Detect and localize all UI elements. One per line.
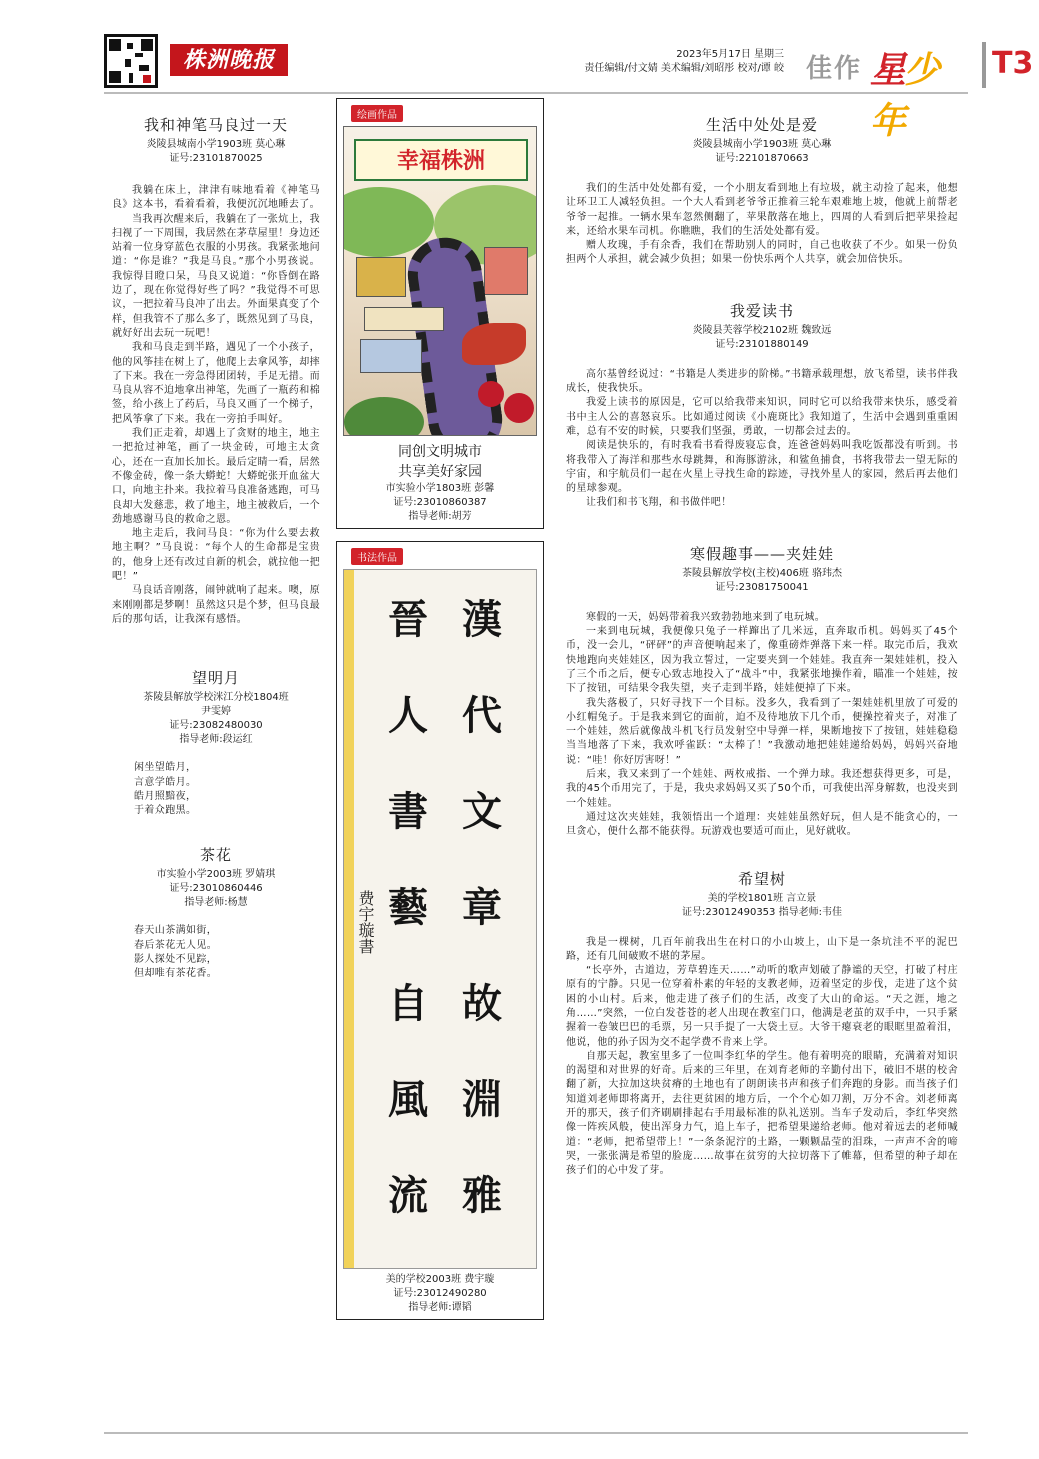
qr-code[interactable] <box>104 34 158 88</box>
article-paragraph: 阅读是快乐的，有时我看书看得废寝忘食，连爸爸妈妈叫我吃饭都没有听到。书将我带入了海洋和那些水母跳舞，和海豚游泳，和鲨鱼捕食，书将我带去一望无际的宇宙，和宇航员们一起在火星上寻找生命的踪迹，寻找外星人的家园，然后再去他们的星球参观。 <box>566 440 958 495</box>
article-title: 希望树 <box>737 869 786 888</box>
calligraphy-char: 自 <box>388 980 428 1027</box>
article-cert: 证号:23101870025 <box>169 153 263 164</box>
article-title: 寒假趣事——夹娃娃 <box>689 544 834 563</box>
calligraphy-char: 故 <box>462 980 502 1027</box>
right-column <box>566 114 958 1179</box>
article-title: 我和神笔马良过一天 <box>143 116 288 134</box>
calligraphy-author: 美的学校2003班 费宇璇 <box>385 1274 495 1285</box>
article-paragraph: 我躺在床上，津津有味地看着《神笔马良》这本书，看着看着，我便沉沉地睡去了。 <box>112 185 320 211</box>
poem-title: 望明月 <box>191 669 240 688</box>
left-column <box>112 114 320 982</box>
article-title: 生活中处处是爱 <box>705 116 818 134</box>
calligraphy-char: 流 <box>388 1172 428 1219</box>
calligraphy-char: 文 <box>462 788 502 835</box>
article-paragraph: 我和马良走到半路，遇见了一个小孩子，他的风筝挂在树上了，他爬上去拿风筝，却摔了下来。我在一旁急得团团转，手足无措。而马良从容不迫地拿出神笔，先画了一瓶药和棉签，给小孩上了药后，马良又画了一个梯子，把风筝拿了下来。我在一旁拍手叫好。 <box>112 342 320 425</box>
issue-date: 2023年5月17日 星期三 <box>676 49 784 60</box>
article-cert: 证号:22101870663 <box>715 153 809 164</box>
calligraphy-char: 淵 <box>462 1076 502 1123</box>
calligraphy-char: 風 <box>388 1076 428 1123</box>
calligraphy-char: 章 <box>462 884 502 931</box>
article-paragraph: 后来，我又来到了一个娃娃、两枚戒指、一个弹力球。我还想获得更多，可是，我的45个币用完了，于是，我央求妈妈又买了50个币，可我使出浑身解数，也没夹到一个娃娃。 <box>566 769 958 809</box>
painting-inner-title: 幸福株洲 <box>354 139 528 181</box>
poem-line: 言意学皓月。 <box>134 776 197 788</box>
calligraphy-cert: 证号:23012490280 <box>393 1288 487 1299</box>
article-paragraph: 地主走后，我问马良：“你为什么要去救地主啊？”马良说：“每个人的生命都是宝贵的，他身上还有改过自新的机会，就拉他一把吧！” <box>112 528 320 583</box>
calligraphy-tag: 书法作品 <box>351 548 403 565</box>
painting-caption-line1: 同创文明城市 <box>398 444 482 460</box>
calligraphy-char: 藝 <box>388 884 428 931</box>
top-rule <box>104 92 968 94</box>
painting-teacher: 指导老师:胡芳 <box>408 511 472 522</box>
painting-tag: 绘画作品 <box>351 105 403 122</box>
editors-line: 责任编辑/付文婧 美术编辑/刘昭彤 校对/谭 皎 <box>584 63 784 74</box>
article-paragraph: 赠人玫瑰，手有余香，我们在帮助别人的同时，自己也收获了不少。如果一份负担两个人承担，就会减少负担；如果一份快乐两个人共享，就会加倍快乐。 <box>566 240 958 266</box>
middle-column <box>336 98 544 1320</box>
poem-line: 春后茶花无人见。 <box>134 939 218 951</box>
calligraphy-char: 雅 <box>462 1172 502 1219</box>
painting-image[interactable] <box>343 126 537 436</box>
article-paragraph: 当我再次醒来后，我躺在了一张炕上，我扫视了一下周围，我居然在茅草屋里！身边还站着一位身穿蓝色衣服的小男孩。我紧张地问道：“你是谁？”我是马良。”那个小男孩说。我惊得目瞪口呆，马良又说道：“你昏倒在路边了，现在你觉得好些了吗？”我觉得不可思议，一把拉着马良冲了出去。外面果真变了个样，但我管不了那么多了，既然见到了马良，就好好出去玩一玩吧！ <box>112 213 320 339</box>
brand-logo-star: 星 <box>870 49 905 91</box>
article-paragraph: 我失落极了，只好寻找下一个目标。没多久，我看到了一架娃娃机里放了可爱的小红帽兔子。于是我来到它的面前，迫不及待地放下几个币，便操控着夹子，对准了一个娃娃，然后就像战斗机飞行员发射空中导弹一样，果断地按下了按钮，娃娃稳稳当当地落了下来，我欢呼雀跃：“太棒了！”我激动地把娃娃递给妈妈，妈妈兴奋地说：“哇！你好厉害呀！” <box>566 697 958 766</box>
poem-camellia <box>112 844 320 981</box>
painting-cert: 证号:23010860387 <box>393 497 487 508</box>
article-paragraph: 我们的生活中处处都有爱，一个小朋友看到地上有垃圾，就主动捡了起来，他想让环卫工人减轻负担。一个大人看到老爷爷正推着三轮车艰难地上坡，他就上前帮老爷爷一起推。一辆水果车忽然侧翻了，苹果散落在地上，四周的人看到后把苹果捡起来，还给水果车司机。你瞧瞧，我们的生活处处都有爱。 <box>566 183 958 237</box>
poem-author-name: 尹雯婷 <box>201 706 231 718</box>
article-author: 美的学校1801班 言立景 <box>707 892 817 904</box>
poem-cert: 证号:23010860446 <box>169 883 263 895</box>
poem-line: 影人探处不见踪， <box>134 953 218 965</box>
poem-line: 春天山茶满如街， <box>134 925 218 937</box>
article-paragraph: 我爱上读书的原因是，它可以给我带来知识，同时它可以给我带来快乐，感受着书中主人公的喜怒哀乐。比如通过阅读《小鹿斑比》我知道了，生活中会遇到重重困难，总有不安的时候，只要我们坚强，勇敢，一切都会过去的。 <box>566 397 958 437</box>
poem-moon <box>112 667 320 818</box>
painting-author: 市实验小学1803班 彭馨 <box>385 483 495 494</box>
page-number: T3 <box>992 46 1034 81</box>
article-cert: 证号:23012490353 指导老师:韦佳 <box>682 906 842 918</box>
article-paragraph: 让我们和书飞翔，和书做伴吧！ <box>586 497 732 509</box>
calligraphy-teacher: 指导老师:谭韬 <box>408 1302 472 1313</box>
calligraphy-char: 漢 <box>462 596 502 643</box>
section-name: 佳作 <box>806 54 863 84</box>
poem-line: 闲坐望皓月， <box>134 762 197 774</box>
article-claw-machine <box>566 543 958 840</box>
brand-logo-youth: 少年 <box>870 49 939 142</box>
article-paragraph: 我是一棵树，几百年前我出生在村口的小山坡上，山下是一条坑洼不平的泥巴路，还有几间破败不堪的茅屋。 <box>566 936 958 962</box>
article-title: 我爱读书 <box>729 301 794 320</box>
article-love-everywhere <box>566 114 958 268</box>
poem-author: 茶陵县解放学校洣江分校1804班 <box>143 692 289 704</box>
calligraphy-char: 人 <box>388 692 428 739</box>
article-paragraph: 一来到电玩城，我便像只兔子一样蹿出了几米远，直奔取币机。妈妈买了45个币，没一会儿，“砰砰”的声音便响起来了，像重磅炸弹落下来一样。取完币后，我欢快地跑向夹娃娃区，因为我立誓过，一定要夹到一个娃娃。我直奔一架娃娃机，投入了三个币之后，便专心致志地投入了“战斗”中，我紧张地操作着，瞄准一个娃娃，按下了按钮，可结果令我失望，夹子走到半路，娃娃便掉了下来。 <box>566 626 958 695</box>
article-paragraph: 通过这次夹娃娃，我领悟出一个道理：夹娃娃虽然好玩，但人是不能贪心的，一旦贪心，便什么都不能获得。玩游戏也要适可而止，见好就收。 <box>566 811 958 838</box>
article-paragraph: 寒假的一天，妈妈带着我兴致勃勃地来到了电玩城。 <box>586 611 826 623</box>
article-author: 炎陵县城南小学1903班 莫心琳 <box>146 139 286 150</box>
article-i-love-reading <box>566 300 958 511</box>
poem-teacher: 指导老师:段运红 <box>179 734 253 746</box>
painting-frame <box>336 98 544 529</box>
poem-line: 但却唯有茶花香。 <box>134 968 218 980</box>
poem-line: 于着众跑黑。 <box>134 805 197 817</box>
article-paragraph: 自那天起，教室里多了一位叫李红华的学生。他有着明亮的眼睛，充满着对知识的渴望和对世界的好奇。后来的三年里，在刘育老师的辛勤付出下，破旧不堪的校舍翻了新，大拉加这块贫瘠的土地也有了朗朗读书声和孩子们奔跑的身影。而当孩子们知道刘老师即将离开，去往更贫困的地方后，一个个心如刀割，万分不舍。刘老师离开的那天，孩子们齐刷刷排起右手用最标准的队礼送别。当车子发动后，李红华突然像一阵疾风般，使出浑身力气，追上车子，把希望果递给老师。他对着远去的老师喊道：“老师，把希望带上！”一条条泥泞的土路，一颗颗晶莹的泪珠，一声声不舍的啼哭，一张张满是希望的脸庞……故事在贫穷的大拉切落下了帷幕，但希望的种子却在孩子们的心中发了芽。 <box>566 1050 958 1177</box>
poem-author: 市实验小学2003班 罗婧琪 <box>156 869 276 881</box>
calligraphy-frame <box>336 541 544 1320</box>
calligraphy-signature: 费宇璇書 <box>356 890 375 954</box>
calligraphy-image[interactable] <box>343 569 537 1269</box>
article-cert: 证号:23081750041 <box>715 581 809 593</box>
article-cert: 证号:23101880149 <box>715 338 809 350</box>
newspaper-masthead: 株洲晚报 <box>170 44 288 76</box>
calligraphy-char: 晉 <box>388 596 428 643</box>
article-paragraph: 我们正走着，却遇上了贪财的地主，地主一把抢过神笔，画了一块金砖，可地主太贪心，还在一直加长加长。最后定睛一看，居然不像金砖，像一条大蟒蛇！大蟒蛇张开血盆大口，向地主扑来。我拉着马良准备逃跑，可马良却大发慈悲，救了地主，地主被救后，一个劲地感谢马良的救命之恩。 <box>112 428 320 525</box>
article-author: 炎陵县城南小学1903班 莫心琳 <box>692 139 832 150</box>
poem-line: 皓月照黯夜， <box>134 790 197 802</box>
painting-caption-line2: 共享美好家园 <box>398 464 482 480</box>
poem-title: 茶花 <box>199 846 232 865</box>
article-hope-tree <box>566 868 958 1179</box>
article-paragraph: 马良话音刚落，闹钟就响了起来。噢，原来刚刚都是梦啊！虽然这只是个梦，但马良最后的那句话，让我深有感悟。 <box>112 585 320 625</box>
calligraphy-char: 代 <box>462 692 502 739</box>
calligraphy-char: 書 <box>388 788 428 835</box>
article-my-day-with-maliang <box>112 114 320 627</box>
article-paragraph: 高尔基曾经说过：“书籍是人类进步的阶梯。”书籍承载理想，放飞希望，读书伴我成长，使我快乐。 <box>566 368 958 395</box>
issue-meta <box>484 48 784 76</box>
bottom-rule <box>104 1432 968 1434</box>
article-author: 茶陵县解放学校(主校)406班 骆玮杰 <box>681 567 843 579</box>
poem-teacher: 指导老师:杨慧 <box>184 897 248 909</box>
poem-cert: 证号:23082480030 <box>169 720 263 732</box>
article-author: 炎陵县芙蓉学校2102班 魏致远 <box>692 324 832 336</box>
article-paragraph: “长亭外，古道边，芳草碧连天……”动听的歌声划破了静谧的天空，打破了村庄原有的宁静。只见一位穿着朴素的年轻的支教老师，迈着坚定的步伐，走进了这个贫困的小山村。后来，他走进了孩子们的生活，改变了大山的命运。“天之涯，地之角……”突然，一位白发苍苍的老人出现在教室门口，他满是老茧的双手中，一只手紧握着一卷皱巴巴的毛票，另一只手提了一大袋土豆。大爷干瘪衰老的眼眶里盈着泪，他说，他的孙子因为交不起学费不肯来上学。 <box>566 965 958 1048</box>
header-divider <box>982 42 986 88</box>
